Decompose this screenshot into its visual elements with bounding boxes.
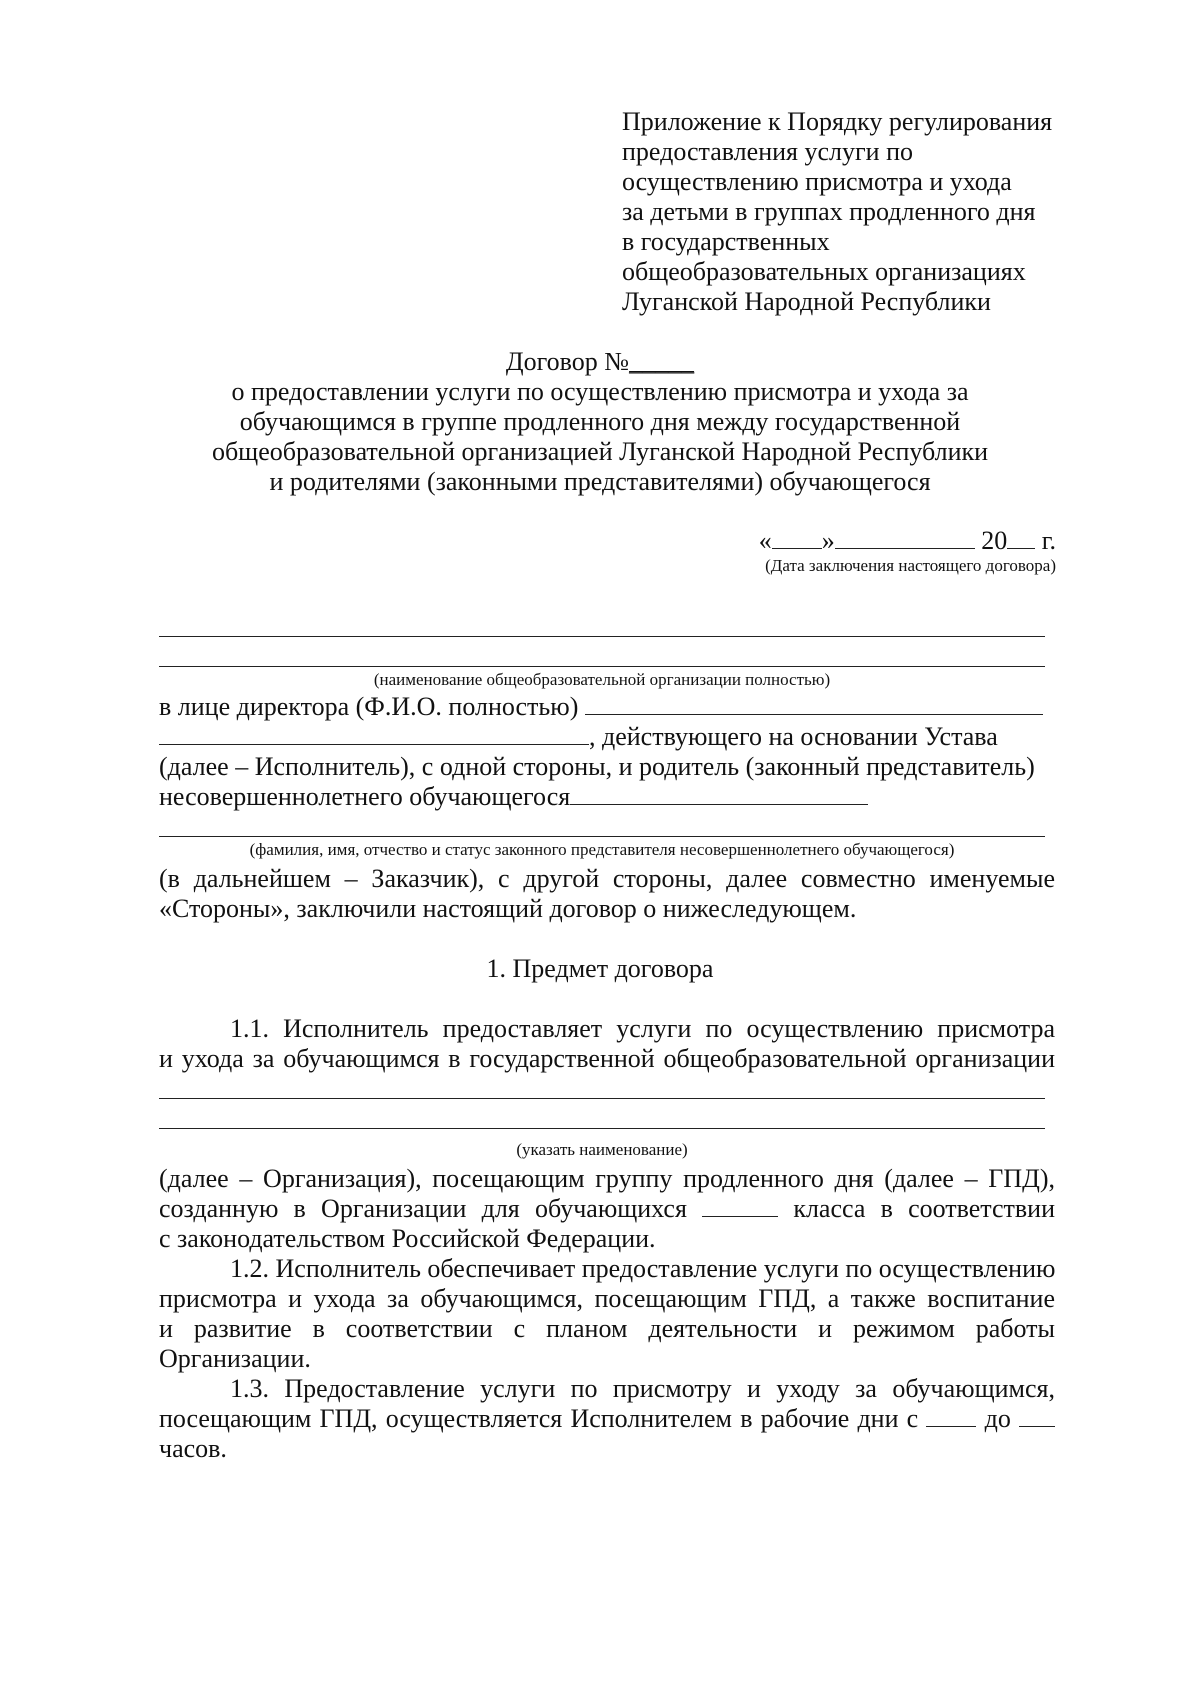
date-close-quote: »: [821, 526, 835, 555]
minor-line: [159, 782, 868, 812]
date-year-prefix: 20: [981, 526, 1008, 555]
appendix-reference: [622, 107, 1082, 317]
appendix-line: осуществлению присмотра и ухода: [622, 167, 1012, 196]
parties-text-line: (далее – Исполнитель), с одной стороны, и родитель (законный представитель): [159, 752, 1035, 781]
org-name-caption: (наименование общеобразовательной организации полностью): [373, 670, 831, 689]
minor-label: несовершеннолетнего обучающегося: [159, 782, 571, 811]
clause-1-1-line: 1.1. Исполнитель предоставляет услуги по осуществлению присмотра: [230, 1014, 1055, 1043]
organization-name-caption: (указать наименование): [516, 1140, 688, 1159]
sides-line: «Стороны», заключили настоящий договор о нижеследующем.: [159, 894, 857, 923]
clause-1-2-line: 1.2. Исполнитель обеспечивает предоставление услуги по осуществлению: [230, 1254, 1056, 1283]
director-name-field-cont[interactable]: [159, 722, 589, 745]
contract-number-blank: _____: [629, 347, 695, 376]
clause-1-2-line: присмотра и ухода за обучающимся, посещающим ГПД, а также воспитание: [159, 1284, 1055, 1313]
clause-1-1-line: и ухода за обучающимся в государственной общеобразовательной организации: [159, 1044, 1055, 1073]
clause-1-2-line: Организации.: [159, 1344, 311, 1373]
clause-1-1-text: класса в соответствии: [793, 1194, 1055, 1223]
clause-1-3-text: посещающим ГПД, осуществляется Исполнителем в рабочие дни с: [159, 1404, 919, 1433]
parent-caption: (фамилия, имя, отчество и статус законного представителя несовершеннолетнего обучающегося): [249, 840, 955, 859]
grade-field[interactable]: [702, 1194, 778, 1217]
date-day-field[interactable]: [772, 526, 822, 549]
contract-label: Договор №: [505, 347, 630, 376]
contract-subtitle-line: о предоставлении услуги по осуществлению присмотра и ухода за: [231, 377, 969, 406]
director-name-field[interactable]: [585, 692, 1043, 715]
contract-subtitle-line: и родителями (законными представителями) обучающегося: [269, 467, 931, 496]
date-year-field[interactable]: [1007, 526, 1035, 549]
org-name-field[interactable]: [159, 666, 1045, 667]
date-month-field[interactable]: [835, 526, 975, 549]
section-heading: 1. Предмет договора: [486, 954, 714, 983]
clause-1-1-line: с законодательством Российской Федерации.: [159, 1224, 656, 1253]
date-open-quote: «: [758, 526, 772, 555]
acting-line: [159, 722, 998, 752]
contract-date: [759, 526, 1056, 556]
date-caption: (Дата заключения настоящего договора): [765, 556, 1056, 575]
clause-1-2-line: и развитие в соответствии с планом деятельности и режимом работы: [159, 1314, 1055, 1343]
student-name-field[interactable]: [570, 782, 868, 805]
clause-1-3-line: часов.: [159, 1434, 227, 1463]
contract-subtitle-line: обучающимся в группе продленного дня между государственной: [239, 407, 961, 436]
date-year-suffix: г.: [1041, 526, 1056, 555]
appendix-line: Луганской Народной Республики: [622, 287, 991, 316]
org-name-field[interactable]: [159, 636, 1045, 637]
clause-1-3-line: 1.3. Предоставление услуги по присмотру и уходу за обучающимся,: [230, 1374, 1055, 1403]
organization-name-field[interactable]: [159, 1098, 1045, 1099]
appendix-line: Приложение к Порядку регулирования: [622, 107, 1053, 136]
clause-1-1-text: созданную в Организации для обучающихся: [159, 1194, 687, 1223]
clause-1-3-line: [159, 1404, 1055, 1434]
end-hour-field[interactable]: [1019, 1404, 1055, 1427]
clause-1-3-text: до: [984, 1404, 1011, 1433]
appendix-line: за детьми в группах продленного дня: [622, 197, 1036, 226]
contract-title: [150, 347, 1050, 377]
appendix-line: в государственных: [622, 227, 830, 256]
contract-subtitle-line: общеобразовательной организацией Луганской Народной Республики: [211, 437, 989, 466]
parent-name-field[interactable]: [159, 836, 1045, 837]
director-label: в лице директора (Ф.И.О. полностью): [159, 692, 579, 721]
start-hour-field[interactable]: [926, 1404, 976, 1427]
appendix-line: предоставления услуги по: [622, 137, 913, 166]
organization-name-field[interactable]: [159, 1128, 1045, 1129]
customer-line: (в дальнейшем – Заказчик), с другой стороны, далее совместно именуемые: [159, 864, 1055, 893]
appendix-line: общеобразовательных организациях: [622, 257, 1026, 286]
director-line: [159, 692, 1043, 722]
acting-text: , действующего на основании Устава: [589, 722, 998, 751]
clause-1-1-line: [159, 1194, 1055, 1224]
clause-1-1-line: (далее – Организация), посещающим группу продленного дня (далее – ГПД),: [159, 1164, 1055, 1193]
